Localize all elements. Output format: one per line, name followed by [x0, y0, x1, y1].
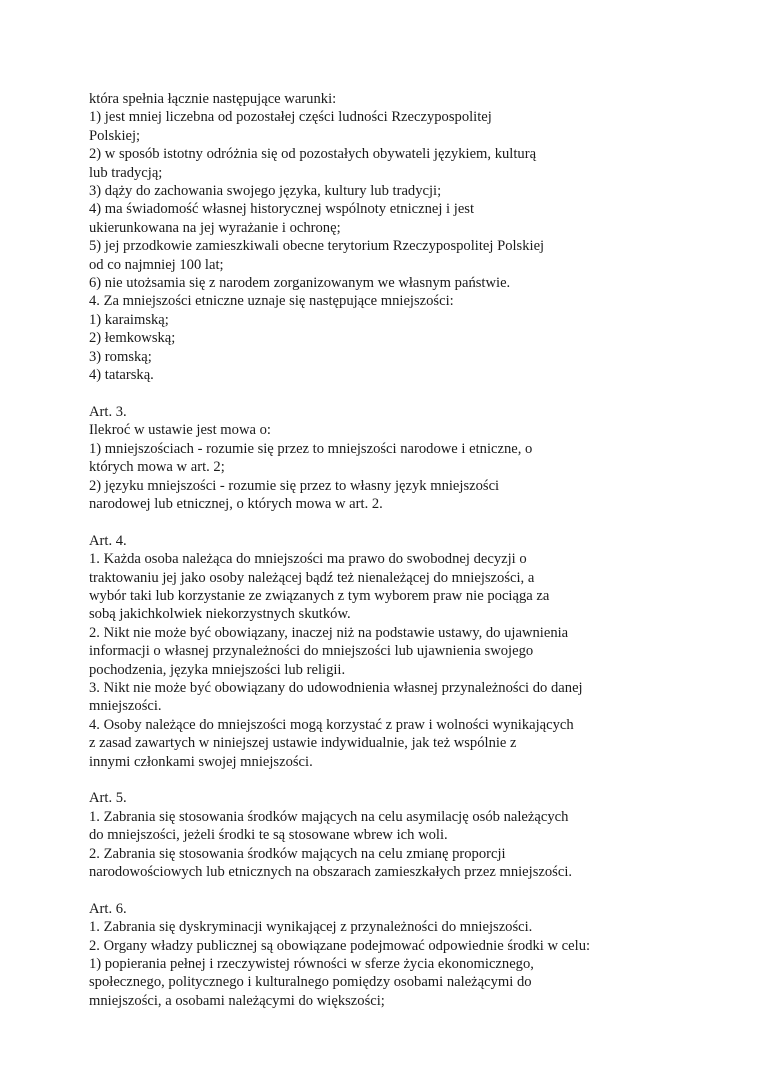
paragraph-gap: [89, 385, 729, 403]
text-line: społecznego, politycznego i kulturalnego pomiędzy osobami należącymi do: [89, 974, 532, 991]
text-line: która spełnia łącznie następujące warunki:: [89, 91, 337, 107]
text-line: wybór taki lub korzystanie ze związanych z tym wyborem praw nie pociąga za: [89, 587, 550, 604]
text-line: 3) dąży do zachowania swojego języka, kultury lub tradycji;: [89, 183, 442, 200]
text-line: 1. Każda osoba należąca do mniejszości ma prawo do swobodnej decyzji o: [89, 551, 527, 568]
text-line: sobą jakichkolwiek niekorzystnych skutków.: [89, 606, 351, 623]
text-line: 4. Osoby należące do mniejszości mogą korzystać z praw i wolności wynikających: [89, 716, 574, 733]
text-line: Ilekroć w ustawie jest mowa o:: [89, 422, 271, 439]
text-line: informacji o własnej przynależności do mniejszości lub ujawnienia swojego: [89, 643, 534, 660]
text-line: 4) tatarską.: [89, 367, 154, 384]
text-line: innymi członkami swojej mniejszości.: [89, 753, 313, 770]
paragraph-gap: [89, 881, 729, 899]
text-line: 1) karaimską;: [89, 311, 169, 328]
text-line: 2) języku mniejszości - rozumie się przez to własny język mniejszości: [89, 477, 500, 494]
text-line: 2. Zabrania się stosowania środków mających na celu zmianę proporcji: [89, 845, 506, 862]
document-page: [89, 90, 729, 1010]
text-line: narodowościowych lub etnicznych na obszarach zamieszkałych przez mniejszości.: [89, 864, 573, 881]
article-heading: Art. 3.: [89, 403, 127, 420]
text-line: mniejszości, a osobami należącymi do większości;: [89, 992, 385, 1009]
text-line: narodowej lub etnicznej, o których mowa w art. 2.: [89, 495, 383, 512]
text-line: 4) ma świadomość własnej historycznej wspólnoty etnicznej i jest: [89, 201, 475, 218]
text-line: 3. Nikt nie może być obowiązany do udowodnienia własnej przynależności do danej: [89, 679, 583, 696]
text-line: 1. Zabrania się dyskryminacji wynikającej z przynależności do mniejszości.: [89, 919, 533, 936]
text-line: 2) łemkowską;: [89, 330, 176, 347]
article-heading: Art. 5.: [89, 790, 127, 807]
text-line: mniejszości.: [89, 698, 162, 715]
paragraph-gap: [89, 771, 729, 789]
text-line: 1) popierania pełnej i rzeczywistej równości w sferze życia ekonomicznego,: [89, 956, 534, 973]
text-line: 1) mniejszościach - rozumie się przez to mniejszości narodowe i etniczne, o: [89, 440, 533, 457]
text-line: 4. Za mniejszości etniczne uznaje się następujące mniejszości:: [89, 293, 454, 310]
text-line: 3) romską;: [89, 348, 152, 365]
text-line: z zasad zawartych w niniejszej ustawie indywidualnie, jak też wspólnie z: [89, 735, 517, 752]
text-line: Polskiej;: [89, 127, 141, 144]
text-line: 1) jest mniej liczebna od pozostałej części ludności Rzeczypospolitej: [89, 109, 492, 126]
article-heading: Art. 6.: [89, 900, 127, 917]
text-line: których mowa w art. 2;: [89, 459, 225, 476]
text-line: 5) jej przodkowie zamieszkiwali obecne terytorium Rzeczypospolitej Polskiej: [89, 238, 545, 255]
text-line: pochodzenia, języka mniejszości lub religii.: [89, 661, 346, 678]
text-line: od co najmniej 100 lat;: [89, 256, 224, 273]
text-line: lub tradycją;: [89, 164, 163, 181]
text-line: do mniejszości, jeżeli środki te są stosowane wbrew ich woli.: [89, 827, 448, 844]
text-line: 2. Nikt nie może być obowiązany, inaczej niż na podstawie ustawy, do ujawnienia: [89, 624, 569, 641]
text-line: ukierunkowana na jej wyrażanie i ochronę;: [89, 219, 341, 236]
article-heading: Art. 4.: [89, 532, 127, 549]
text-line: 1. Zabrania się stosowania środków mających na celu asymilację osób należących: [89, 808, 569, 825]
text-line: traktowaniu jej jako osoby należącej bądź też nienależącej do mniejszości, a: [89, 569, 535, 586]
paragraph-gap: [89, 513, 729, 531]
text-line: 2) w sposób istotny odróżnia się od pozostałych obywateli językiem, kulturą: [89, 146, 537, 163]
text-line: 6) nie utożsamia się z narodem zorganizowanym we własnym państwie.: [89, 275, 511, 292]
text-line: 2. Organy władzy publicznej są obowiązane podejmować odpowiednie środki w celu:: [89, 937, 591, 954]
